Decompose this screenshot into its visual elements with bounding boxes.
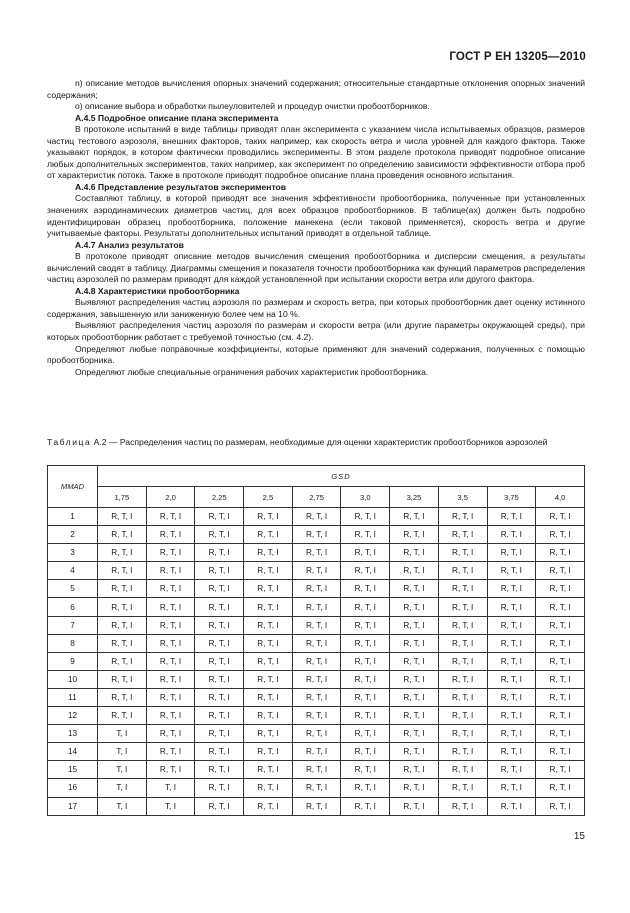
table-cell: T, I — [146, 797, 195, 815]
table-cell: R, T, I — [244, 797, 293, 815]
table-cell: R, T, I — [390, 761, 439, 779]
table-cell: R, T, I — [292, 670, 341, 688]
table-cell: R, T, I — [292, 779, 341, 797]
table-cell: R, T, I — [292, 562, 341, 580]
table-cell: R, T, I — [98, 544, 147, 562]
table-row — [48, 725, 585, 743]
table-cell: R, T, I — [536, 797, 585, 815]
table-cell: R, T, I — [487, 652, 536, 670]
table-cell: R, T, I — [390, 743, 439, 761]
table-row — [48, 797, 585, 815]
table-cell: R, T, I — [244, 544, 293, 562]
table-cell: T, I — [146, 779, 195, 797]
mmad-value: 15 — [48, 761, 98, 779]
table-cell: R, T, I — [341, 508, 390, 526]
table-cell: R, T, I — [195, 634, 244, 652]
table-cell: R, T, I — [292, 616, 341, 634]
table-cell: R, T, I — [438, 797, 487, 815]
mmad-value: 4 — [48, 562, 98, 580]
table-cell: R, T, I — [390, 779, 439, 797]
table-cell: R, T, I — [438, 652, 487, 670]
table-cell: R, T, I — [390, 670, 439, 688]
table-row — [48, 761, 585, 779]
table-cell: R, T, I — [195, 779, 244, 797]
table-cell: R, T, I — [536, 670, 585, 688]
table-cell: R, T, I — [536, 508, 585, 526]
table-cell: R, T, I — [536, 634, 585, 652]
table-cell: R, T, I — [390, 688, 439, 706]
table-row — [48, 707, 585, 725]
table-cell: R, T, I — [146, 616, 195, 634]
table-cell: R, T, I — [98, 634, 147, 652]
table-cell: R, T, I — [487, 743, 536, 761]
table-row — [48, 598, 585, 616]
table-cell: R, T, I — [438, 779, 487, 797]
table-cell: R, T, I — [195, 725, 244, 743]
table-cell: R, T, I — [341, 670, 390, 688]
gsd-column-header: 3,25 — [390, 487, 439, 508]
mmad-value: 16 — [48, 779, 98, 797]
table-cell: R, T, I — [341, 761, 390, 779]
table-cell: R, T, I — [536, 652, 585, 670]
particle-distribution-table — [47, 465, 585, 816]
table-cell: R, T, I — [244, 562, 293, 580]
table-cell: R, T, I — [341, 634, 390, 652]
table-cell: R, T, I — [244, 634, 293, 652]
table-cell: R, T, I — [390, 598, 439, 616]
table-row — [48, 562, 585, 580]
table-cell: R, T, I — [487, 688, 536, 706]
table-cell: R, T, I — [487, 598, 536, 616]
table-row — [48, 508, 585, 526]
table-cell: R, T, I — [292, 544, 341, 562]
table-cell: R, T, I — [438, 707, 487, 725]
table-cell: R, T, I — [292, 761, 341, 779]
table-cell: R, T, I — [438, 616, 487, 634]
table-cell: R, T, I — [536, 526, 585, 544]
table-cell: R, T, I — [487, 725, 536, 743]
table-cell: R, T, I — [536, 544, 585, 562]
table-cell: R, T, I — [195, 562, 244, 580]
table-cell: R, T, I — [438, 508, 487, 526]
table-cell: R, T, I — [341, 797, 390, 815]
table-cell: R, T, I — [341, 743, 390, 761]
gsd-column-header: 2,0 — [146, 487, 195, 508]
table-cell: R, T, I — [536, 562, 585, 580]
table-caption — [47, 437, 585, 449]
table-cell: R, T, I — [341, 652, 390, 670]
table-cell: R, T, I — [438, 688, 487, 706]
table-row — [48, 616, 585, 634]
gsd-column-header: 3,0 — [341, 487, 390, 508]
table-cell: R, T, I — [98, 670, 147, 688]
paragraph: Определяют любые специальные ограничения рабочих характеристик пробоотборника. — [75, 366, 429, 377]
mmad-value: 8 — [48, 634, 98, 652]
table-cell: R, T, I — [487, 616, 536, 634]
mmad-value: 5 — [48, 580, 98, 598]
table-cell: R, T, I — [341, 544, 390, 562]
table-cell: R, T, I — [438, 743, 487, 761]
table-cell: R, T, I — [146, 598, 195, 616]
table-cell: R, T, I — [390, 562, 439, 580]
table-cell: R, T, I — [292, 526, 341, 544]
table-cell: R, T, I — [438, 670, 487, 688]
mmad-value: 6 — [48, 598, 98, 616]
table-cell: R, T, I — [146, 670, 195, 688]
table-cell: T, I — [98, 743, 147, 761]
table-cell: R, T, I — [487, 634, 536, 652]
table-row — [48, 688, 585, 706]
gsd-column-header: 1,75 — [98, 487, 147, 508]
table-cell: R, T, I — [390, 634, 439, 652]
table-cell: R, T, I — [536, 688, 585, 706]
table-cell: R, T, I — [487, 544, 536, 562]
table-row — [48, 670, 585, 688]
table-cell: R, T, I — [98, 688, 147, 706]
mmad-value: 3 — [48, 544, 98, 562]
table-cell: R, T, I — [195, 652, 244, 670]
table-cell: R, T, I — [438, 761, 487, 779]
table-cell: T, I — [98, 725, 147, 743]
table-cell: R, T, I — [341, 580, 390, 598]
table-cell: R, T, I — [438, 598, 487, 616]
document-header: ГОСТ Р ЕН 13205—2010 — [449, 51, 586, 63]
mmad-value: 17 — [48, 797, 98, 815]
mmad-value: 1 — [48, 508, 98, 526]
body-text — [47, 78, 585, 378]
mmad-value: 11 — [48, 688, 98, 706]
mmad-value: 7 — [48, 616, 98, 634]
table-row — [48, 544, 585, 562]
table-cell: R, T, I — [438, 526, 487, 544]
table-cell: R, T, I — [98, 580, 147, 598]
table-cell: R, T, I — [487, 670, 536, 688]
table-cell: R, T, I — [438, 562, 487, 580]
table-cell: R, T, I — [536, 779, 585, 797]
table-cell: R, T, I — [390, 725, 439, 743]
table-cell: T, I — [98, 761, 147, 779]
table-cell: R, T, I — [341, 562, 390, 580]
table-cell: R, T, I — [244, 779, 293, 797]
table-cell: R, T, I — [487, 797, 536, 815]
mmad-header: MMAD — [48, 466, 98, 508]
table-cell: R, T, I — [487, 779, 536, 797]
table-cell: T, I — [98, 779, 147, 797]
table-cell: R, T, I — [244, 616, 293, 634]
table-cell: R, T, I — [146, 688, 195, 706]
gsd-column-header: 4,0 — [536, 487, 585, 508]
table-cell: R, T, I — [341, 707, 390, 725]
table-cell: R, T, I — [341, 725, 390, 743]
table-row — [48, 743, 585, 761]
table-cell: R, T, I — [438, 544, 487, 562]
section-heading: А.4.8 Характеристики пробоотборника — [75, 285, 240, 296]
table-cell: R, T, I — [195, 797, 244, 815]
table-cell: R, T, I — [146, 526, 195, 544]
table-cell: R, T, I — [292, 725, 341, 743]
table-cell: R, T, I — [536, 616, 585, 634]
table-cell: R, T, I — [244, 508, 293, 526]
table-cell: R, T, I — [341, 688, 390, 706]
table-cell: R, T, I — [244, 761, 293, 779]
table-cell: R, T, I — [341, 616, 390, 634]
table-cell: R, T, I — [341, 598, 390, 616]
table-row — [48, 634, 585, 652]
table-cell: R, T, I — [195, 707, 244, 725]
table-cell: R, T, I — [244, 598, 293, 616]
table-cell: R, T, I — [195, 670, 244, 688]
table-cell: R, T, I — [146, 725, 195, 743]
paragraph: Определяют любые поправочные коэффициенты, которые применяют для значений содержания, полученных с помощью пробоотборника. — [47, 343, 585, 366]
table-cell: R, T, I — [146, 580, 195, 598]
mmad-value: 14 — [48, 743, 98, 761]
table-cell: R, T, I — [244, 652, 293, 670]
table-cell: R, T, I — [292, 688, 341, 706]
gsd-column-header: 2,5 — [244, 487, 293, 508]
mmad-value: 12 — [48, 707, 98, 725]
table-row — [48, 526, 585, 544]
table-cell: R, T, I — [438, 580, 487, 598]
table-cell: R, T, I — [438, 725, 487, 743]
table-cell: R, T, I — [390, 797, 439, 815]
table-cell: R, T, I — [146, 562, 195, 580]
table-cell: R, T, I — [146, 652, 195, 670]
table-caption-text: А.2 — Распределения частиц по размерам, необходимые для оценки характеристик пробоотборников аэрозолей — [93, 437, 548, 447]
paragraph: Составляют таблицу, в которой приводят все значения эффективности пробоотборника, полученные при установленных значениях аэродинамических диаметров частиц, для всех образцов пробоотборников. В таблице(ах) должен быть подробно идентифицирован образец пробоотборника, положение манекена (если таковой применяется), скорость ветра и другие учитываемые факторы. Результаты дополнительных испытаний приводят в отдельной таблице. — [47, 193, 585, 239]
table-cell: R, T, I — [98, 616, 147, 634]
table-caption-label: Таблица — [47, 437, 92, 447]
table-cell: R, T, I — [438, 634, 487, 652]
table-cell: R, T, I — [146, 634, 195, 652]
mmad-value: 13 — [48, 725, 98, 743]
paragraph: Выявляют распределения частиц аэрозоля по размерам и скорость ветра, при которых пробоотборник дает оценку истинного содержания, завышенную или заниженную более чем на 10 %. — [47, 297, 585, 319]
table-cell: R, T, I — [390, 616, 439, 634]
gsd-column-header: 2,75 — [292, 487, 341, 508]
paragraph: Выявляют распределения частиц аэрозоля по размерам и скорости ветра (или другие параметры окружающей среды), при которых пробоотборник работает с требуемой точностью (см. 4.2). — [47, 320, 585, 343]
table-cell: R, T, I — [536, 707, 585, 725]
table-cell: R, T, I — [244, 580, 293, 598]
table-cell: R, T, I — [292, 743, 341, 761]
table-cell: R, T, I — [146, 508, 195, 526]
table-cell: R, T, I — [244, 670, 293, 688]
mmad-value: 9 — [48, 652, 98, 670]
table-cell: R, T, I — [536, 725, 585, 743]
table-cell: R, T, I — [146, 761, 195, 779]
gsd-column-header: 3,75 — [487, 487, 536, 508]
table-cell: R, T, I — [536, 761, 585, 779]
mmad-value: 10 — [48, 670, 98, 688]
table-cell: R, T, I — [195, 580, 244, 598]
table-cell: R, T, I — [292, 634, 341, 652]
table-cell: R, T, I — [390, 544, 439, 562]
table-cell: R, T, I — [536, 598, 585, 616]
table-cell: R, T, I — [487, 562, 536, 580]
table-cell: R, T, I — [146, 544, 195, 562]
section-heading: А.4.6 Представление результатов экспериментов — [75, 181, 287, 192]
section-heading: А.4.7 Анализ результатов — [75, 239, 184, 250]
table-cell: R, T, I — [195, 508, 244, 526]
table-cell: R, T, I — [390, 526, 439, 544]
table-cell: R, T, I — [292, 797, 341, 815]
table-cell: R, T, I — [390, 508, 439, 526]
section-heading: А.4.5 Подробное описание плана эксперимента — [75, 112, 279, 123]
paragraph: o) описание выбора и обработки пылеуловителей и процедур очистки пробоотборников. — [75, 101, 430, 112]
table-cell: R, T, I — [292, 598, 341, 616]
table-cell: R, T, I — [487, 508, 536, 526]
gsd-column-header: 2,25 — [195, 487, 244, 508]
table-cell: R, T, I — [195, 526, 244, 544]
mmad-value: 2 — [48, 526, 98, 544]
table-cell: R, T, I — [195, 544, 244, 562]
paragraph: n) описание методов вычисления опорных значений содержания; относительные стандартные отклонения опорных значений содержания; — [47, 78, 585, 100]
table-row — [48, 779, 585, 797]
table-cell: R, T, I — [487, 707, 536, 725]
table-cell: R, T, I — [390, 580, 439, 598]
table-cell: R, T, I — [98, 562, 147, 580]
table-cell: R, T, I — [98, 526, 147, 544]
table-cell: R, T, I — [341, 779, 390, 797]
table-cell: R, T, I — [195, 743, 244, 761]
table-cell: R, T, I — [146, 707, 195, 725]
table-cell: R, T, I — [98, 508, 147, 526]
gsd-header: GSD — [98, 466, 585, 487]
table-cell: R, T, I — [487, 526, 536, 544]
paragraph: В протоколе приводят описание методов вычисления смещения пробоотборника и дисперсии смещения, а результаты вычислений сводят в таблицу. Диаграммы смещения и показателя точности пробоотборника как функций параметров распределения частиц аэрозолей по размерам приводят для каждой установленной при испытании скорости ветра или другого фактора. — [47, 251, 585, 285]
table-cell: R, T, I — [292, 508, 341, 526]
gsd-column-header: 3,5 — [438, 487, 487, 508]
table-cell: R, T, I — [487, 761, 536, 779]
table-row — [48, 580, 585, 598]
table-cell: R, T, I — [98, 652, 147, 670]
table-cell: R, T, I — [536, 743, 585, 761]
table-cell: R, T, I — [195, 598, 244, 616]
table-cell: R, T, I — [292, 707, 341, 725]
table-cell: R, T, I — [146, 743, 195, 761]
table-cell: R, T, I — [341, 526, 390, 544]
table-cell: R, T, I — [487, 580, 536, 598]
table-cell: R, T, I — [244, 526, 293, 544]
table-cell: R, T, I — [244, 725, 293, 743]
table-cell: R, T, I — [195, 616, 244, 634]
table-cell: R, T, I — [244, 743, 293, 761]
table-cell: R, T, I — [390, 707, 439, 725]
table-cell: R, T, I — [195, 761, 244, 779]
table-cell: T, I — [98, 797, 147, 815]
table-cell: R, T, I — [98, 707, 147, 725]
table-cell: R, T, I — [390, 652, 439, 670]
table-cell: R, T, I — [536, 580, 585, 598]
table-cell: R, T, I — [244, 688, 293, 706]
table-cell: R, T, I — [292, 652, 341, 670]
table-cell: R, T, I — [244, 707, 293, 725]
table-row — [48, 652, 585, 670]
table-cell: R, T, I — [292, 580, 341, 598]
table-cell: R, T, I — [195, 688, 244, 706]
table-cell: R, T, I — [98, 598, 147, 616]
paragraph: В протоколе испытаний в виде таблицы приводят план эксперимента с указанием числа испытываемых образцов, размеров частиц тестового аэрозоля, внешних факторов, таких например, как скорость ветра и числа уровней для каждого фактора. Также указывают порядок, в котором фактически проводились эксперименты. В этом разделе протокола приводят подробное описание любых дополнительных экспериментов, таких например, как эксперимент по определению зависимости эффективности отбора проб от характеристик потока. Также в протоколе приводят подробное описание плана проведения основного испытания. — [47, 124, 585, 181]
page-number: 15 — [573, 831, 585, 842]
